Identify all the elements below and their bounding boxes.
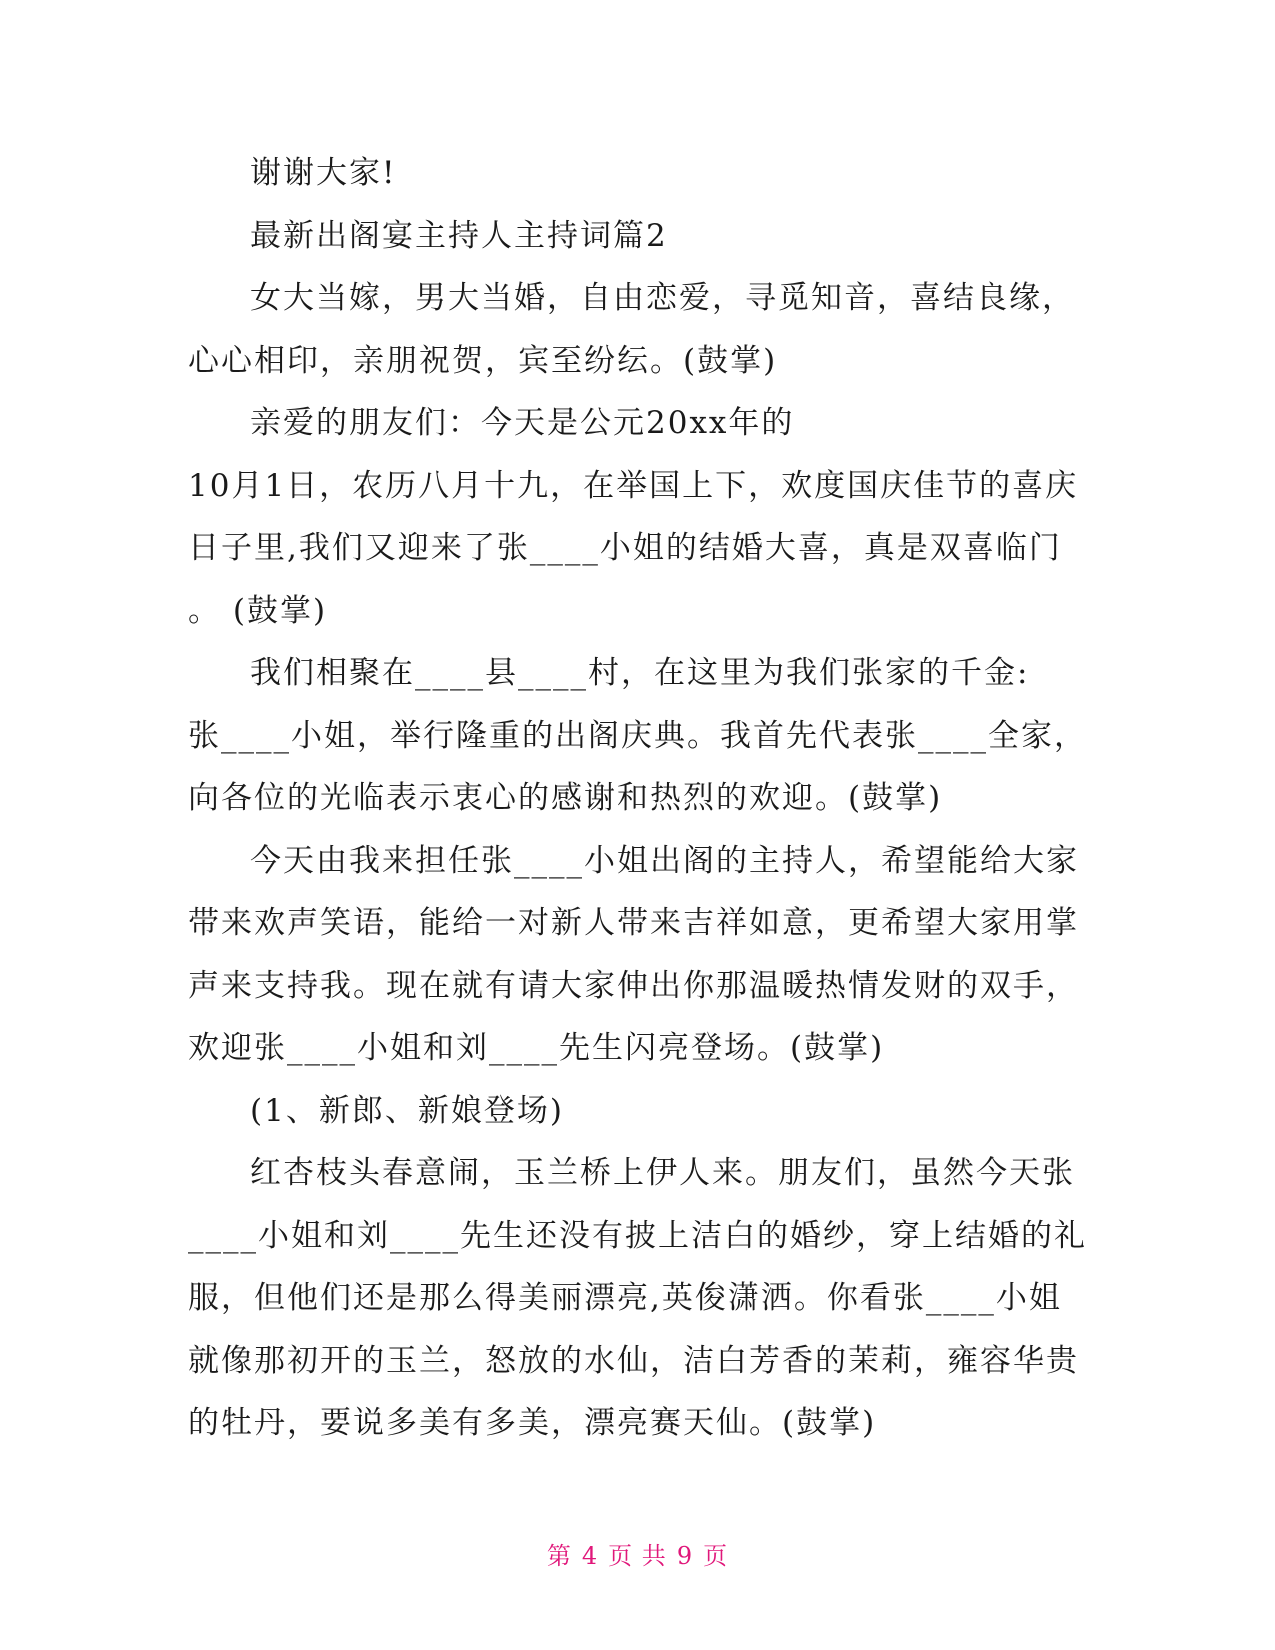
- footer-prefix: 第: [546, 1542, 572, 1570]
- paragraph-line: 我们相聚在____县____村，在这里为我们张家的千金:: [250, 655, 1030, 691]
- paragraph-line: 。 (鼓掌): [188, 592, 328, 629]
- paragraph-line: 今天由我来担任张____小姐出阁的主持人，希望能给大家: [250, 842, 1079, 879]
- footer-suffix: 页: [703, 1542, 729, 1570]
- paragraph-line: 带来欢声笑语，能给一对新人带来吉祥如意，更希望大家用掌: [188, 905, 1079, 941]
- paragraph-line: 女大当嫁，男大当婚，自由恋爱，寻觅知音，喜结良缘，: [250, 280, 1075, 316]
- paragraph-line: 红杏枝头春意闹，玉兰桥上伊人来。朋友们，虽然今天张: [250, 1155, 1075, 1191]
- paragraph-line: 的牡丹，要说多美有多美，漂亮赛天仙。(鼓掌): [188, 1405, 877, 1441]
- paragraph-line: 向各位的光临表示衷心的感谢和热烈的欢迎。(鼓掌): [188, 780, 943, 816]
- section-heading: 最新出阁宴主持人主持词篇2: [250, 217, 668, 254]
- paragraph-line: 服，但他们还是那么得美丽漂亮,英俊潇洒。你看张____小姐: [188, 1280, 1062, 1316]
- paragraph-line: 欢迎张____小姐和刘____先生闪亮登场。(鼓掌): [188, 1030, 885, 1066]
- total-page-number: 9: [676, 1542, 694, 1570]
- document-body: [188, 142, 1093, 1455]
- paragraph-line: 张____小姐，举行隆重的出阁庆典。我首先代表张____全家，: [188, 717, 1087, 754]
- current-page-number: 4: [581, 1542, 599, 1570]
- paragraph-line: (1、新郎、新娘登场): [250, 1092, 564, 1129]
- paragraph-line: 日子里,我们又迎来了张____小姐的结婚大喜，真是双喜临门: [188, 530, 1062, 566]
- paragraph-line: 心心相印，亲朋祝贺，宾至纷纭。(鼓掌): [188, 342, 778, 379]
- paragraph-line: ____小姐和刘____先生还没有披上洁白的婚纱，穿上结婚的礼: [188, 1217, 1087, 1254]
- page-number-footer: [0, 1536, 1275, 1571]
- footer-middle: 页 共: [608, 1542, 667, 1570]
- paragraph-line: 亲爱的朋友们：今天是公元20xx年的: [250, 405, 795, 441]
- paragraph-line: 声来支持我。现在就有请大家伸出你那温暖热情发财的双手，: [188, 967, 1079, 1004]
- paragraph-line: 谢谢大家!: [250, 155, 397, 191]
- paragraph-line: 就像那初开的玉兰，怒放的水仙，洁白芳香的茉莉，雍容华贵: [188, 1342, 1079, 1379]
- paragraph-line: 10月1日，农历八月十九，在举国上下，欢度国庆佳节的喜庆: [188, 467, 1079, 504]
